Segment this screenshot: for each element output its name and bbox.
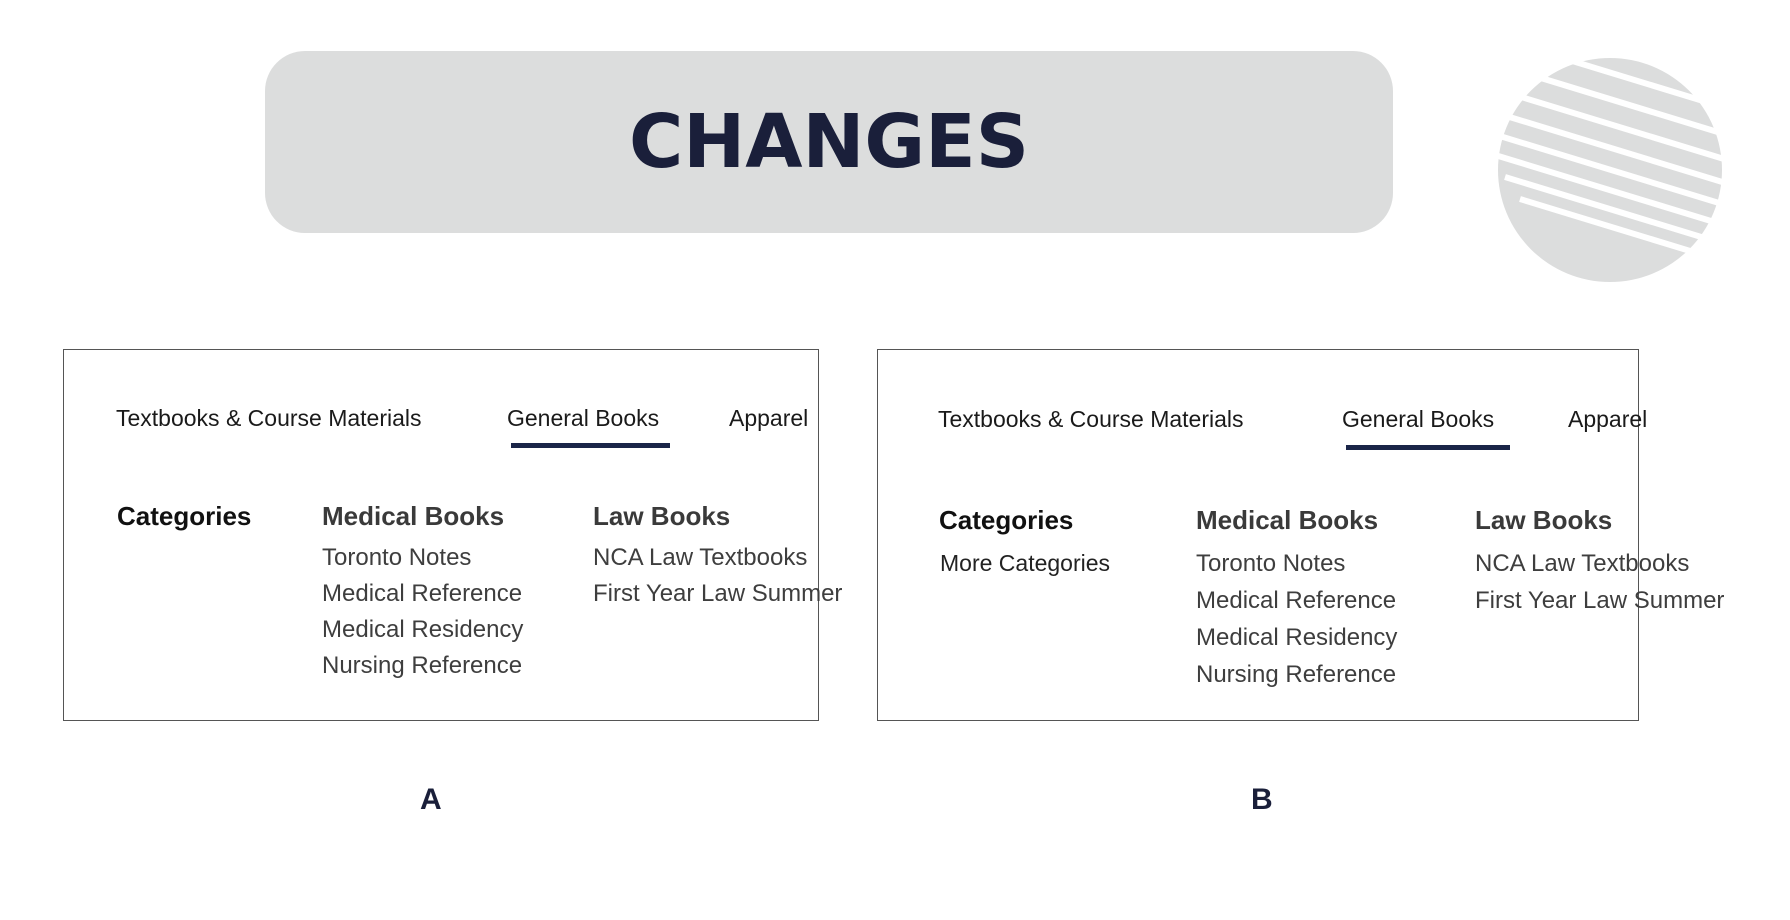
more-categories-link[interactable]: More Categories — [940, 550, 1111, 576]
medical-books-heading[interactable]: Medical Books — [322, 501, 505, 531]
link-toronto-notes[interactable]: Toronto Notes — [322, 544, 472, 571]
link-first-year-law-summer[interactable]: First Year Law Summer — [1475, 587, 1725, 614]
link-medical-residency[interactable]: Medical Residency — [322, 616, 524, 643]
tab-general-books[interactable]: General Books — [507, 405, 660, 431]
link-first-year-law-summer[interactable]: First Year Law Summer — [593, 580, 843, 607]
law-books-list — [1475, 545, 1724, 619]
categories-heading: Categories — [939, 505, 1074, 535]
link-medical-reference[interactable]: Medical Reference — [1196, 587, 1397, 614]
active-tab-indicator — [511, 443, 670, 448]
tab-general-books[interactable]: General Books — [1342, 406, 1495, 432]
caption-b: B — [1251, 783, 1273, 816]
law-books-heading[interactable]: Law Books — [593, 501, 731, 531]
menu-variant-a — [63, 349, 843, 721]
link-toronto-notes[interactable]: Toronto Notes — [1196, 550, 1346, 577]
law-books-list — [593, 540, 842, 612]
link-nca-law-textbooks[interactable]: NCA Law Textbooks — [593, 544, 808, 571]
categories-heading: Categories — [117, 501, 252, 531]
medical-books-heading[interactable]: Medical Books — [1196, 505, 1379, 535]
menu-variant-b — [877, 349, 1725, 721]
link-nca-law-textbooks[interactable]: NCA Law Textbooks — [1475, 550, 1690, 577]
medical-books-list — [322, 540, 523, 684]
page-title: CHANGES — [628, 99, 1030, 185]
decorative-stripes — [1480, 10, 1662, 240]
tab-textbooks[interactable]: Textbooks & Course Materials — [938, 406, 1244, 432]
link-medical-residency[interactable]: Medical Residency — [1196, 624, 1398, 651]
law-books-heading[interactable]: Law Books — [1475, 505, 1613, 535]
medical-books-list — [1196, 545, 1397, 693]
link-nursing-reference[interactable]: Nursing Reference — [1196, 661, 1397, 688]
title-banner — [265, 51, 1393, 233]
active-tab-indicator — [1346, 445, 1510, 450]
link-medical-reference[interactable]: Medical Reference — [322, 580, 523, 607]
caption-a: A — [420, 783, 442, 816]
tab-apparel[interactable]: Apparel — [1568, 406, 1648, 432]
tab-apparel[interactable]: Apparel — [729, 405, 809, 431]
tab-textbooks[interactable]: Textbooks & Course Materials — [116, 405, 422, 431]
link-nursing-reference[interactable]: Nursing Reference — [322, 652, 523, 679]
